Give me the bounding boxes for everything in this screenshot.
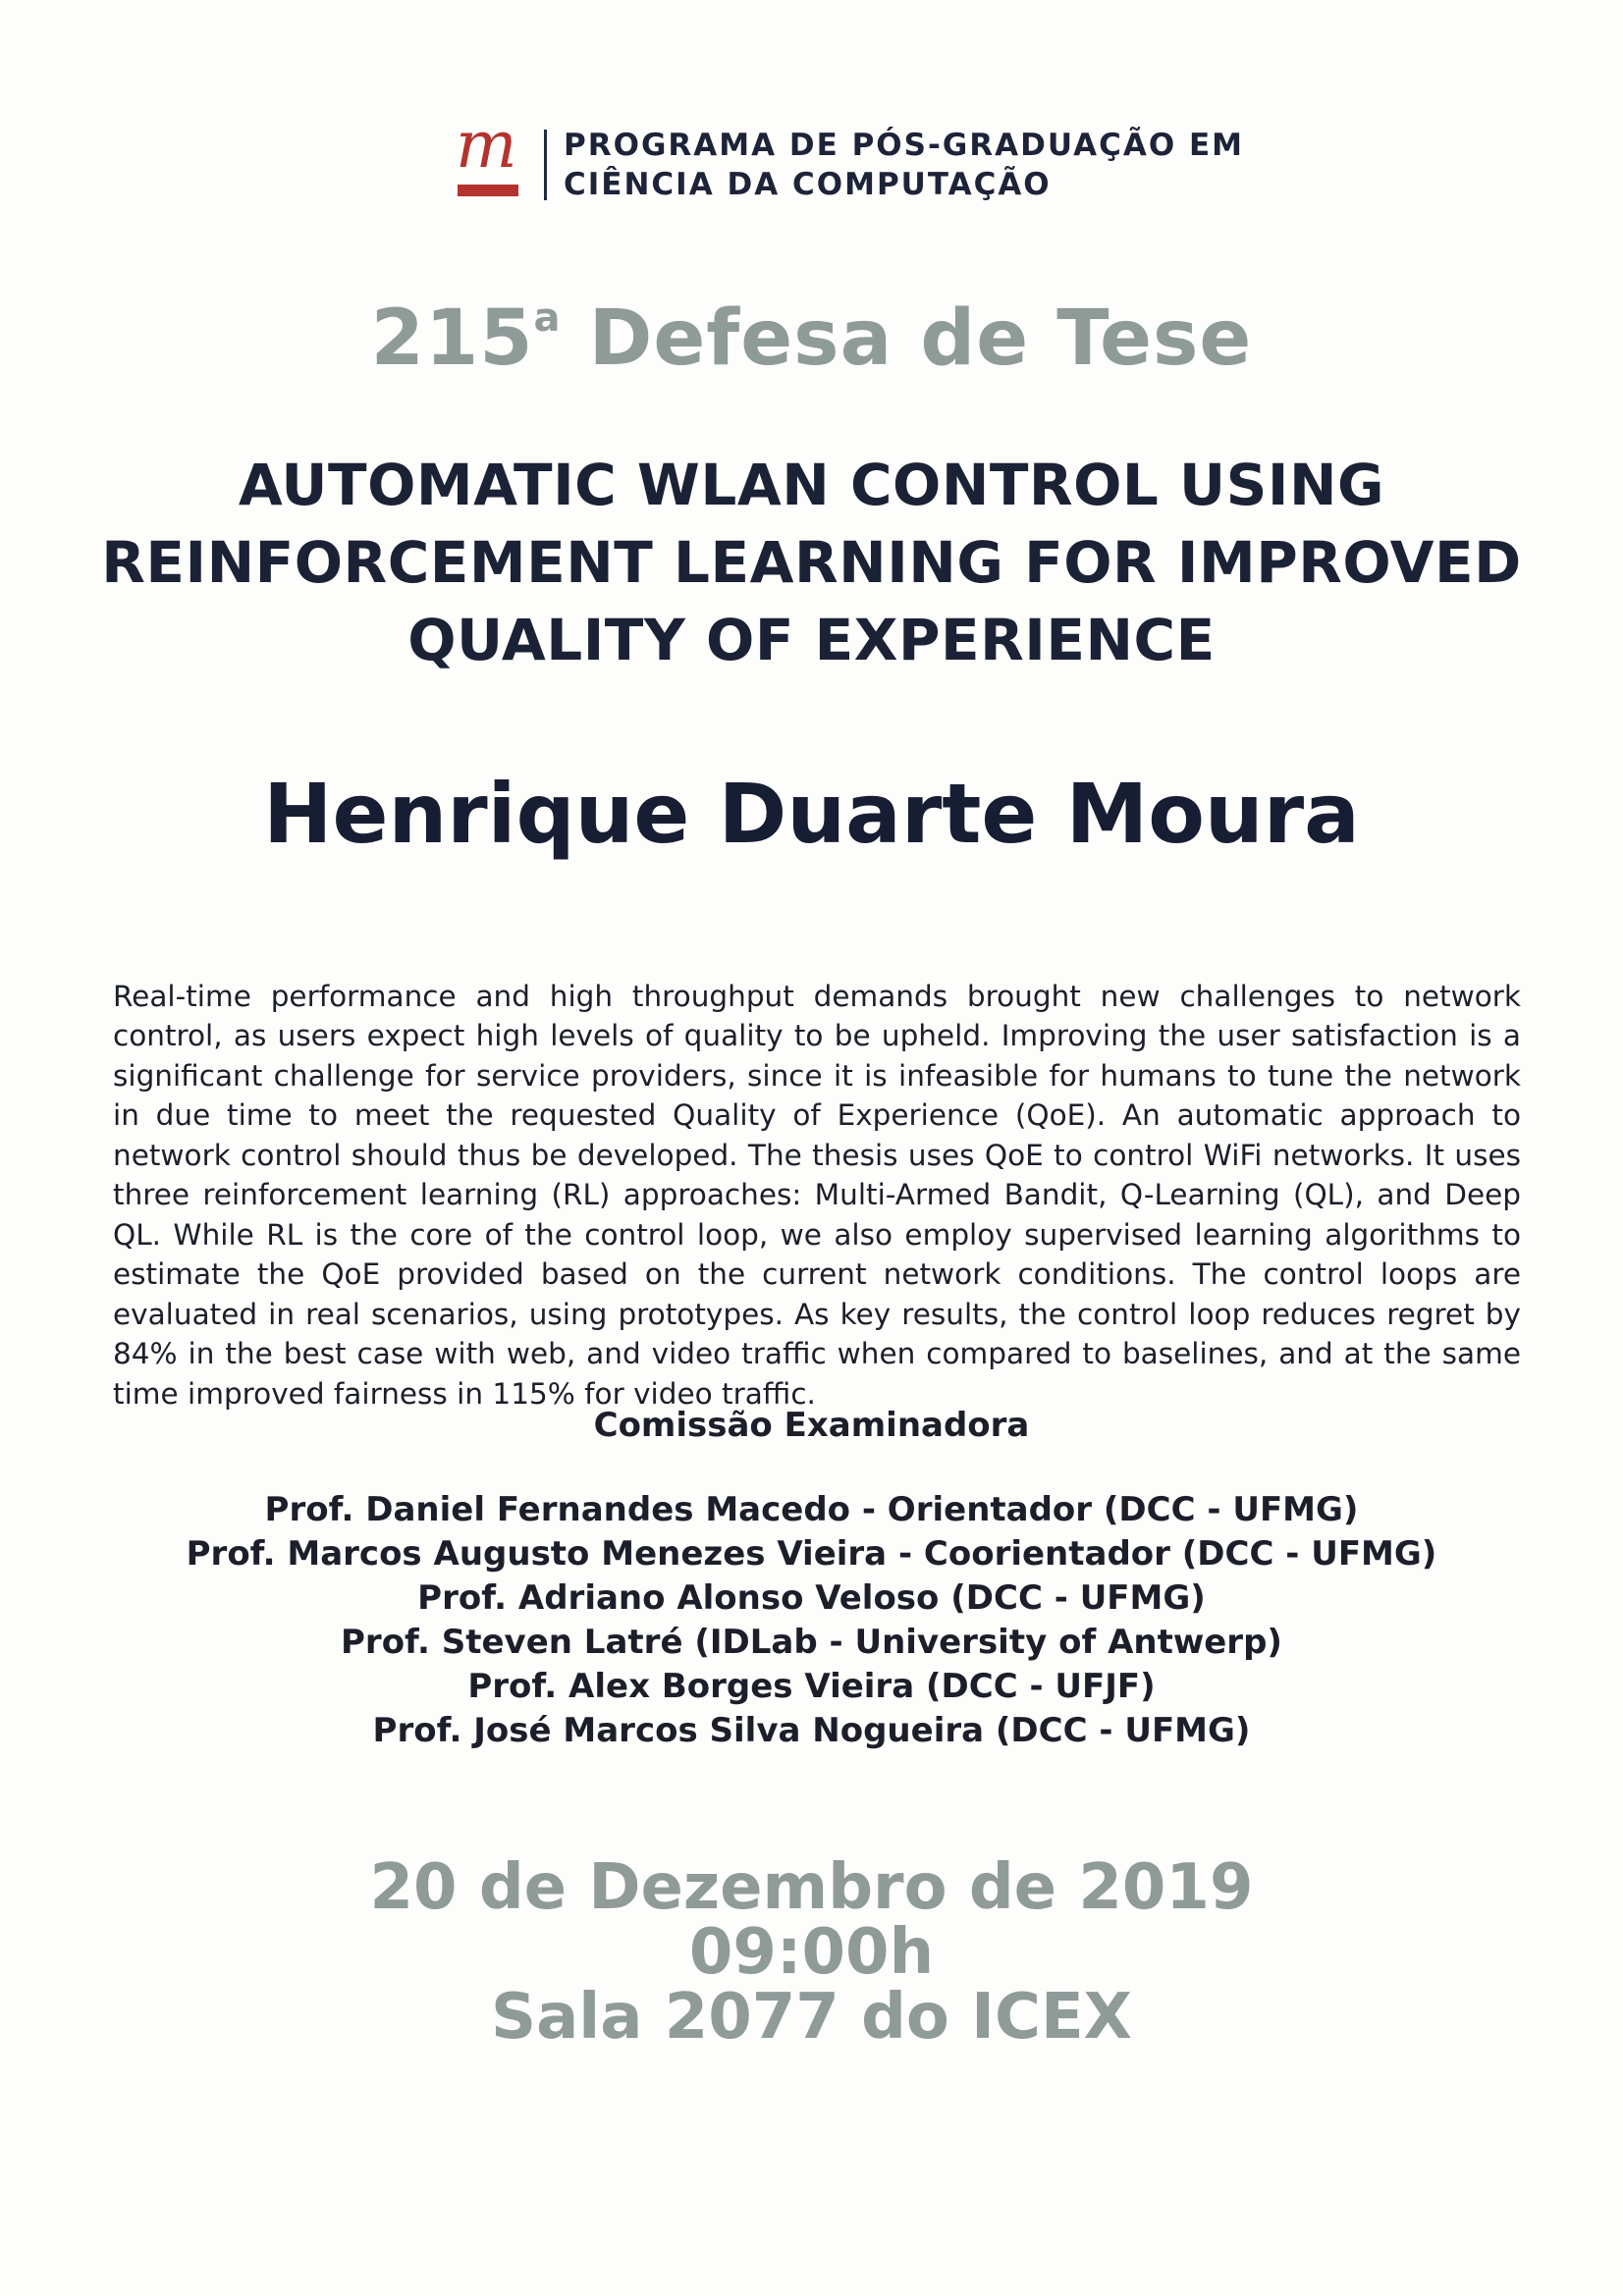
committee-heading: Comissão Examinadora	[593, 1406, 1030, 1445]
program-name-line2: CIÊNCIA DA COMPUTAÇÃO	[564, 167, 1052, 202]
program-name-line1: PROGRAMA DE PÓS-GRADUAÇÃO EM	[564, 128, 1245, 163]
defense-label: Defesa de Tese	[561, 294, 1253, 383]
thesis-title-line: QUALITY OF EXPERIENCE	[407, 607, 1216, 673]
committee-list	[0, 1488, 1623, 1753]
header-divider	[544, 130, 547, 200]
defense-number-heading	[0, 294, 1623, 383]
thesis-abstract: Real-time performance and high throughput demands brought new challenges to network control, as users expect high levels of quality to be upheld. Improving the user satisfaction is a significant challenge for service providers, since it is infeasible for humans to tune the network in due time to meet the requested Quality of Experience (QoE). An automatic approach to network control should thus be developed. The thesis uses QoE to control WiFi networks. It uses three reinforcement learning (RL) approaches: Multi-Armed Bandit, Q-Learning (QL), and Deep QL. While RL is the core of the control loop, we also employ supervised learning algorithms to estimate the QoE provided based on the current network conditions. The control loops are evaluated in real scenarios, using prototypes. As key results, the control loop reduces regret by 84% in the best case with web, and video traffic when compared to baselines, and at the same time improved fairness in 115% for video traffic.	[113, 979, 1521, 1411]
logo-bar	[458, 185, 518, 196]
author-name: Henrique Duarte Moura	[263, 766, 1360, 862]
event-time: 09:00h	[688, 1916, 935, 1989]
event-details	[0, 1851, 1623, 2054]
defense-number: 215	[370, 294, 534, 383]
thesis-title-line: REINFORCEMENT LEARNING FOR IMPROVED	[101, 529, 1522, 596]
program-header	[454, 116, 1245, 214]
thesis-title-line: AUTOMATIC WLAN CONTROL USING	[238, 452, 1385, 518]
committee-member: Prof. Alex Borges Vieira (DCC - UFJF)	[467, 1667, 1156, 1706]
event-date: 20 de Dezembro de 2019	[369, 1851, 1254, 1924]
committee-member: Prof. José Marcos Silva Nogueira (DCC - UFMG)	[372, 1711, 1251, 1750]
defense-ordinal: a	[533, 295, 562, 341]
event-location: Sala 2077 do ICEX	[491, 1981, 1132, 2054]
thesis-title	[79, 447, 1544, 679]
committee-member: Prof. Steven Latré (IDLab - University of Antwerp)	[341, 1623, 1282, 1662]
program-logo	[454, 116, 532, 204]
committee-member: Prof. Adriano Alonso Veloso (DCC - UFMG)	[417, 1578, 1206, 1618]
committee-member: Prof. Marcos Augusto Menezes Vieira - Coorientador (DCC - UFMG)	[186, 1534, 1437, 1574]
logo-letter: m	[456, 116, 517, 183]
committee-member: Prof. Daniel Fernandes Macedo - Orientador (DCC - UFMG)	[264, 1490, 1359, 1529]
